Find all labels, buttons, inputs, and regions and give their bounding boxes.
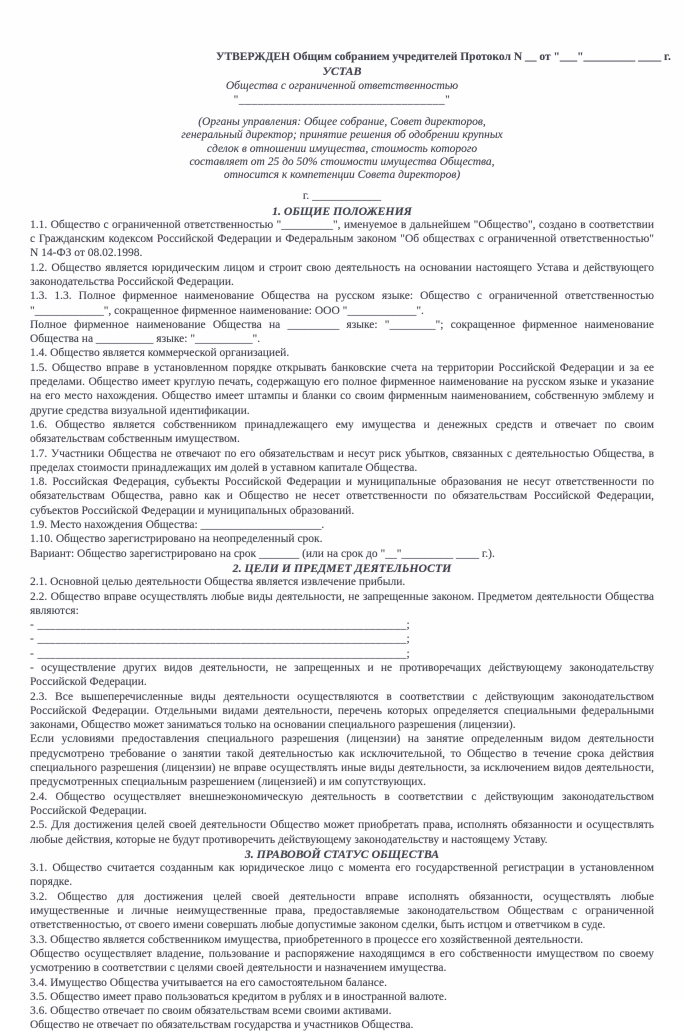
management-note-line: (Органы управления: Общее собрание, Совет директоров, bbox=[198, 116, 486, 129]
paragraph: 2.3. Все вышеперечисленные виды деятельности осуществляются в соответствии с действующим законодательством Российской Федерации. Отдельными видами деятельности, перечень которых определяется специальными федеральными законами, Общество может заниматься только на основании специального разрешения (лицензии). bbox=[30, 690, 654, 732]
paragraph: 1.5. Общество вправе в установленном порядке открывать банковские счета на территории Российской Федерации и за ее пределами. Общество имеет круглую печать, содержащую его полное фирменное наименование на русском языке и указание на его место нахождения. Общество имеет штампы и бланки со своим фирменным наименованием, собственную эмблему и другие средства визуальной идентификации. bbox=[30, 361, 654, 417]
document-subtitle: Общества с ограниченной ответственностью bbox=[225, 79, 459, 92]
paragraph: 1.9. Место нахождения Общества: _____________________. bbox=[30, 519, 325, 532]
paragraph: 1.1. Общество с ограниченной ответственностью "_________", именуемое в дальнейшем "Общество", создано в соответствии с Гражданским кодексом Российской Федерации и Федеральным законом "Об обществах с ограниченной ответственностью" N 14-ФЗ от 08.02.1998. bbox=[30, 218, 654, 260]
paragraph: - осуществление других видов деятельности, не запрещенных и не противоречащих действующему законодательству Российской Федерации. bbox=[30, 662, 654, 689]
paragraph: 1.6. Общество является собственником принадлежащего ему имущества и денежных средств и отвечает по своим обязательствам собственным имуществом. bbox=[30, 418, 654, 446]
section-heading: 1. ОБЩИЕ ПОЛОЖЕНИЯ bbox=[272, 203, 412, 218]
document-title: УСТАВ bbox=[322, 64, 362, 79]
paragraph: 3.4. Имущество Общества учитывается на его самостоятельном балансе. bbox=[30, 976, 387, 989]
section-heading: 3. ПРАВОВОЙ СТАТУС ОБЩЕСТВА bbox=[244, 846, 440, 861]
paragraph: Общество осуществляет владение, пользование и распоряжение находящимся в его собственности имуществом по своему усмотрению в соответствии с целями своей деятельности и назначением имущества. bbox=[30, 947, 654, 975]
approval-line: УТВЕРЖДЕН Общим собранием учредителей Протокол N __ от "___"_________ ____ г. bbox=[216, 51, 671, 63]
paragraph: Полное фирменное наименование Общества на _________ языке: "________"; сокращенное фирменное наименование Общества на __________ языке: "__________". bbox=[30, 318, 654, 346]
paragraph: Общество не отвечает по обязательствам государства и участников Общества. bbox=[30, 1019, 414, 1032]
paragraph: 3.5. Общество имеет право пользоваться кредитом в рублях и в иностранной валюте. bbox=[30, 990, 447, 1003]
paragraph: - ____________________________________________________________; bbox=[30, 633, 411, 646]
paragraph: - ____________________________________________________________; bbox=[30, 647, 411, 660]
paragraph: 3.6. Общество отвечает по своим обязательствам всеми своими активами. bbox=[30, 1005, 392, 1018]
paragraph: 3.3. Общество является собственником имущества, приобретенного в процессе его хозяйственной деятельности. bbox=[30, 933, 584, 946]
paragraph: 2.2. Общество вправе осуществлять любые виды деятельности, не запрещенные законом. Предметом деятельности Общества являются: bbox=[30, 590, 654, 617]
paragraph: 2.5. Для достижения целей своей деятельности Общество может приобретать права, исполнять обязанности и осуществлять любые действия, которые не будут противоречить действующему законодательству и настоящему Уставу. bbox=[30, 819, 654, 846]
management-note-line: генеральный директор; принятие решения об одобрении крупных bbox=[181, 129, 503, 142]
paragraph: 1.2. Общество является юридическим лицом и строит свою деятельность на основании настоящего Устава и действующего законодательства Российской Федерации. bbox=[30, 261, 654, 288]
city-line: г. ____________ bbox=[302, 190, 382, 203]
paragraph: 3.1. Общество считается созданным как юридическое лицо с момента его государственной регистрации в установленном порядке. bbox=[30, 862, 654, 889]
paragraph: Если условиями предоставления специального разрешения (лицензии) на занятие определенным видом деятельности предусмотрено требование о занятии такой деятельностью как исключительной, то Общество в течение срока действия специального разрешения (лицензии) не вправе осуществлять иные виды деятельности, за исключением видов деятельности, предусмотренных специальным разрешением (лицензией) и им сопутствующих. bbox=[30, 733, 654, 789]
paragraph: 2.1. Основной целью деятельности Общества является извлечение прибыли. bbox=[30, 576, 406, 589]
paragraph: 1.8. Российская Федерация, субъекты Российской Федерации и муниципальные образования не несут ответственности по обязательствам Общества, равно как и Общество не несет ответственности по обязательствам Российской Федерации, субъектов Российской Федерации и муниципальных образований. bbox=[30, 476, 654, 517]
company-name-placeholder: "_________________________________" bbox=[233, 93, 451, 106]
paragraph: 1.4. Общество является коммерческой организацией. bbox=[30, 347, 290, 360]
management-note-line: относится к компетенции Совета директоров) bbox=[223, 169, 461, 181]
management-note-line: составляет от 25 до 50% стоимости имущества Общества, bbox=[189, 155, 495, 168]
paragraph: 3.2. Общество для достижения целей своей деятельности вправе исполнять обязанности, осуществлять любые имущественные и личные неимущественные права, предоставляемые законодательством Обществам с ограниченной ответственностью, от своего имени совершать любые допустимые законом сделки, быть истцом и ответчиком в суде. bbox=[30, 890, 654, 932]
paragraph: 1.10. Общество зарегистрировано на неопределенный срок. bbox=[30, 533, 323, 546]
section-heading: 2. ЦЕЛИ И ПРЕДМЕТ ДЕЯТЕЛЬНОСТИ bbox=[232, 560, 452, 575]
document-body bbox=[30, 204, 654, 1033]
paragraph: 2.4. Общество осуществляет внешнеэкономическую деятельность в соответствии с действующим законодательством Российской Федерации. bbox=[30, 790, 654, 817]
paragraph: - ____________________________________________________________; bbox=[30, 619, 411, 632]
management-note-line: сделок в отношении имущества, стоимость которого bbox=[206, 142, 478, 155]
paragraph: Вариант: Общество зарегистрировано на срок _______ (или на срок до "__"_________ ____ г.). bbox=[30, 547, 495, 560]
management-note bbox=[30, 116, 654, 182]
paragraph: 1.7. Участники Общества не отвечают по его обязательствам и несут риск убытков, связанных с деятельностью Общества, в пределах стоимости принадлежащих им долей в уставном капитале Общества. bbox=[30, 447, 654, 474]
paragraph: 1.3. 1.3. Полное фирменное наименование Общества на русском языке: Общество с ограниченной ответственностью "____________", сокращенное фирменное наименование: ООО "____________". bbox=[30, 290, 654, 317]
